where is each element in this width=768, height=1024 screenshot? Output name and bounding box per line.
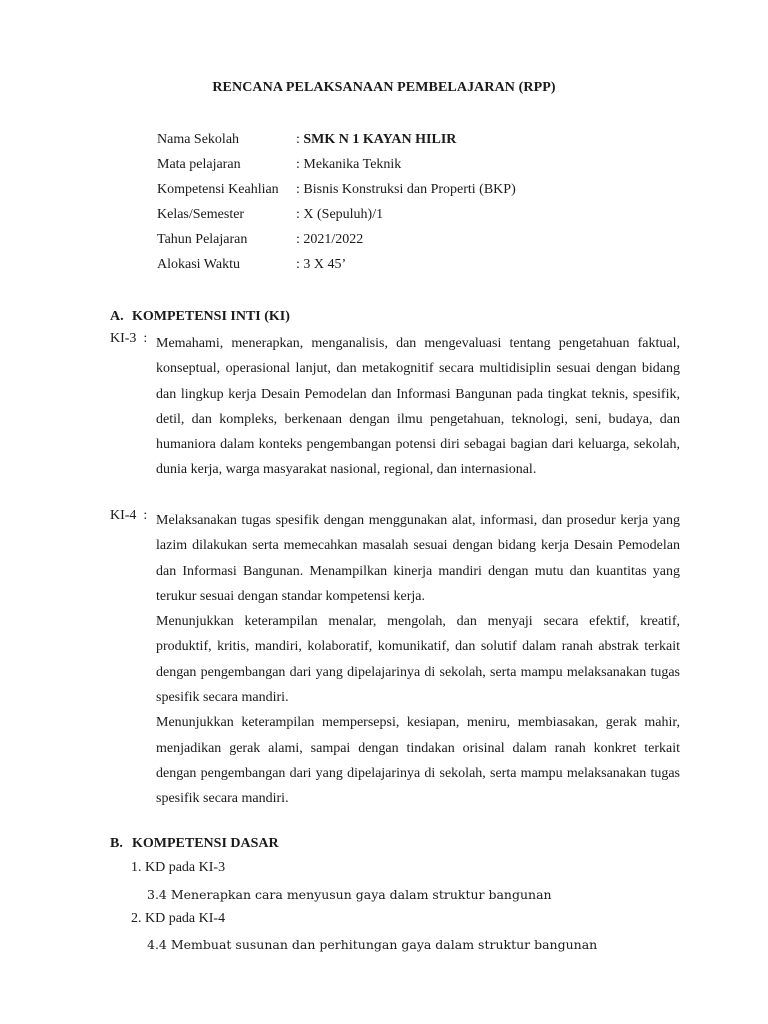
ki-3-block [110,331,680,483]
document-title: RENCANA PELAKSANAAN PEMBELAJARAN (RPP) [212,80,556,95]
ki-code: KI-3 : [110,331,148,346]
ki-code: KI-4 : [110,508,148,523]
info-value: 2021/2022 [303,232,364,247]
ki-paragraph: Memahami, menerapkan, menganalisis, dan mengevaluasi tentang pengetahuan faktual, konseptual, operasional lanjut, dan metakognitif secara multidisiplin sesuai dengan bidang dan lingkup kerja Desain Pemodelan dan Informasi Bangunan pada tingkat teknis, spesifik, detil, dan kompleks, berkenaan dengan ilmu pengetahuan, teknologi, seni, budaya, dan humaniora dalam konteks pengembangan potensi diri sebagai bagian dari keluarga, sekolah, dunia kerja, warga masyarakat nasional, regional, dan internasional. [156,336,680,478]
ki-paragraph: Menunjukkan keterampilan menalar, mengolah, dan menyaji secara efektif, kreatif, produktif, kritis, mandiri, kolaboratif, komunikatif, dan solutif dalam ranah abstrak terkait dengan pengembangan dari yang dipelajarinya di sekolah, serta mampu melaksanakan tugas spesifik secara mandiri. [156,614,680,706]
info-separator: : [296,207,300,222]
ki-paragraph: Menunjukkan keterampilan mempersepsi, kesiapan, meniru, membiasakan, gerak mahir, menjadikan gerak alami, sampai dengan tindakan orisinal dalam ranah konkret terkait dengan pengembangan dari yang dipelajarinya di sekolah, serta mampu melaksanakan tugas spesifik secara mandiri. [156,715,680,807]
info-row-competency [157,180,516,205]
section-title: KOMPETENSI DASAR [132,836,279,851]
info-label: Kelas/Semester [157,207,245,222]
info-row-school [157,130,516,155]
info-value: 3 X 45’ [303,257,347,272]
kd-description: 3.4 Menerapkan cara menyusun gaya dalam struktur bangunan [147,887,552,902]
info-label: Mata pelajaran [157,157,241,172]
section-letter: B. [110,836,123,851]
info-row-time [157,255,516,280]
info-separator: : [296,182,300,197]
ki-paragraph: Melaksanakan tugas spesifik dengan menggunakan alat, informasi, dan prosedur kerja yang lazim dilakukan serta memecahkan masalah sesuai dengan bidang kerja Desain Pemodelan dan Informasi Bangunan. Menampilkan kinerja mandiri dengan mutu dan kuantitas yang terukur sesuai dengan standar kompetensi kerja. [156,513,680,604]
school-info-table [157,130,516,280]
info-label: Alokasi Waktu [157,257,240,272]
info-row-class [157,205,516,230]
info-separator: : [296,157,300,172]
ki-4-block [110,508,680,812]
kd-item: 2. KD pada KI-4 [131,911,226,926]
info-value: X (Sepuluh)/1 [303,207,384,222]
section-title: KOMPETENSI INTI (KI) [132,309,290,324]
section-a-heading [110,309,290,325]
section-b-heading [110,836,279,852]
info-value: SMK N 1 KAYAN HILIR [303,132,457,147]
info-separator: : [296,132,300,147]
kd-description: 4.4 Membuat susunan dan perhitungan gaya dalam struktur bangunan [147,937,598,952]
info-separator: : [296,232,300,247]
info-row-year [157,230,516,255]
info-label: Kompetensi Keahlian [157,182,279,197]
info-label: Tahun Pelajaran [157,232,248,247]
info-row-subject [157,155,516,180]
info-separator: : [296,257,300,272]
section-letter: A. [110,309,124,324]
kd-item: 1. KD pada KI-3 [131,860,226,875]
info-value: Bisnis Konstruksi dan Properti (BKP) [303,182,516,197]
info-value: Mekanika Teknik [303,157,402,172]
info-label: Nama Sekolah [157,132,240,147]
